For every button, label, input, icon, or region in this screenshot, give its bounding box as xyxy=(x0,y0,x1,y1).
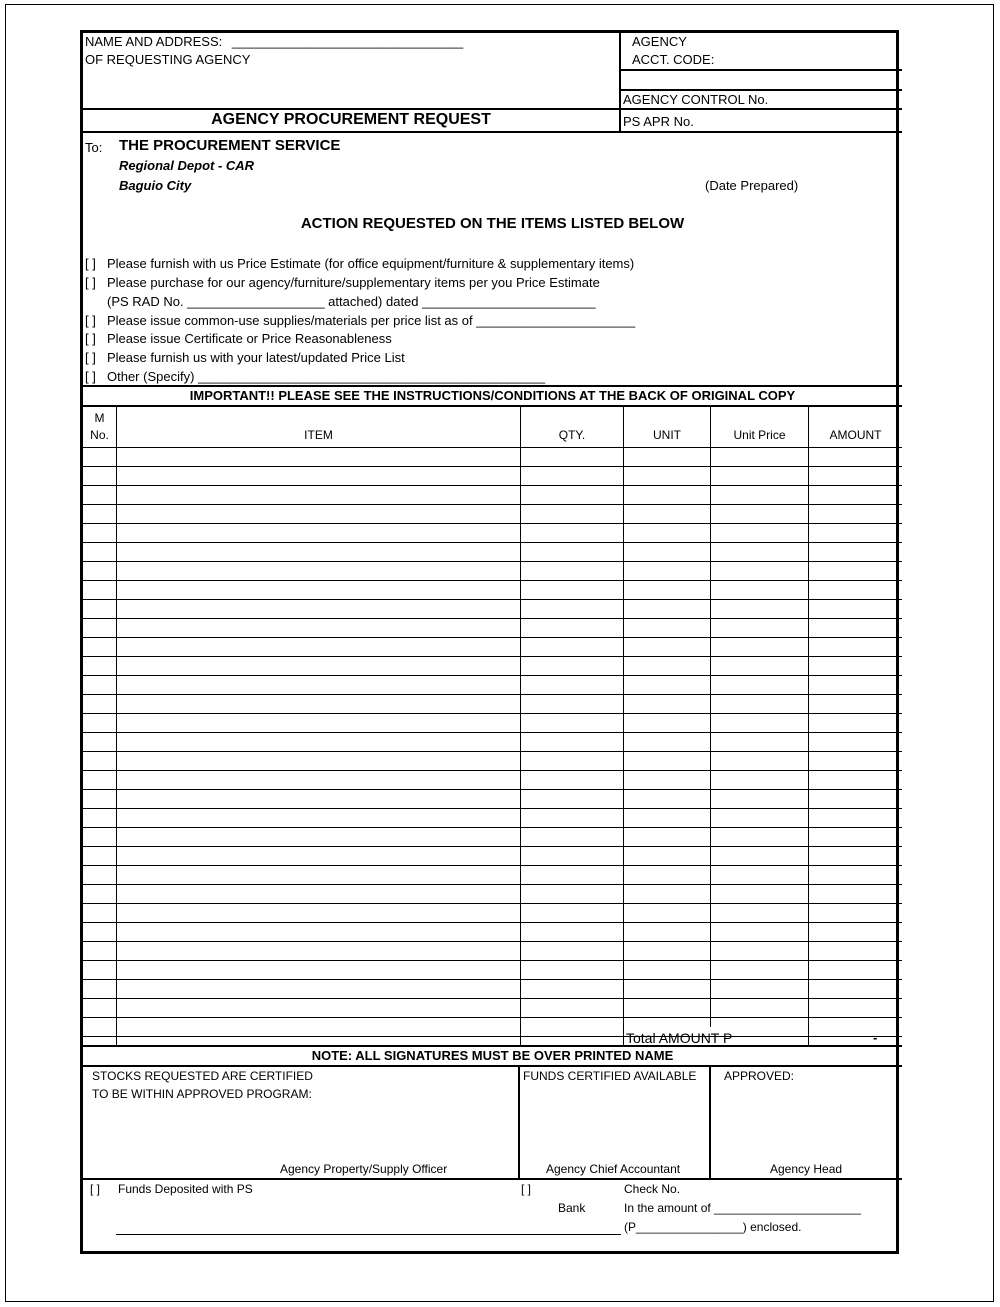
acct-code-bottom-line xyxy=(620,89,902,91)
action-item-4: Please issue Certificate or Price Reasonableness xyxy=(107,331,392,346)
action-item-1: Please furnish with us Price Estimate (for office equipment/furniture & supplementary items) xyxy=(107,256,635,271)
action-item-2-detail[interactable]: (PS RAD No. ___________________ attached) dated ________________________ xyxy=(107,294,596,309)
chief-accountant-label: Agency Chief Accountant xyxy=(546,1162,681,1176)
acct-code-label: ACCT. CODE: xyxy=(632,52,715,67)
stocks-certified-1: STOCKS REQUESTED ARE CERTIFIED xyxy=(92,1069,313,1083)
table-row[interactable] xyxy=(83,562,902,580)
col-item: ITEM xyxy=(304,428,333,442)
table-row[interactable] xyxy=(83,1018,902,1036)
table-row[interactable] xyxy=(83,885,902,903)
property-officer-label: Agency Property/Supply Officer xyxy=(280,1162,448,1176)
recipient-name: THE PROCUREMENT SERVICE xyxy=(119,137,341,154)
important-notice: IMPORTANT!! PLEASE SEE THE INSTRUCTIONS/CONDITIONS AT THE BACK OF ORIGINAL COPY xyxy=(189,388,796,403)
items-table xyxy=(83,407,902,1045)
table-row[interactable] xyxy=(83,980,902,998)
table-row[interactable] xyxy=(83,619,902,637)
sig-note-top-line xyxy=(83,1045,902,1047)
col-unit: UNIT xyxy=(653,428,681,442)
table-row[interactable] xyxy=(83,714,902,732)
action-checkbox-6[interactable]: [ ] xyxy=(85,369,96,384)
property-officer-signature-field[interactable] xyxy=(233,1108,493,1158)
table-row[interactable] xyxy=(83,505,902,523)
col-item-no-top: M xyxy=(94,411,105,425)
amount-of-field[interactable]: In the amount of ______________________ xyxy=(624,1201,861,1215)
table-row[interactable] xyxy=(83,942,902,960)
table-row[interactable] xyxy=(83,771,902,789)
check-no-label[interactable]: Check No. xyxy=(624,1182,681,1196)
funds-deposited-checkbox[interactable]: [ ] xyxy=(90,1182,101,1196)
total-amount-value[interactable]: - xyxy=(873,1030,878,1045)
bank-label: Bank xyxy=(558,1201,586,1215)
to-label: To: xyxy=(85,140,103,155)
action-item-2: Please purchase for our agency/furniture/supplementary items per you Price Estimate xyxy=(107,275,600,290)
col-item-no: No. xyxy=(90,428,109,442)
table-row[interactable] xyxy=(83,448,902,466)
table-row[interactable] xyxy=(83,923,902,941)
form-title: AGENCY PROCUREMENT REQUEST xyxy=(211,111,491,128)
action-checkbox-3[interactable]: [ ] xyxy=(85,313,96,328)
table-row[interactable] xyxy=(83,467,902,485)
title-top-line xyxy=(83,108,902,110)
table-row[interactable] xyxy=(83,999,902,1017)
action-item-5: Please furnish us with your latest/updated Price List xyxy=(107,350,405,365)
table-row[interactable] xyxy=(83,961,902,979)
table-row[interactable] xyxy=(83,828,902,846)
footer-top-line xyxy=(83,1178,902,1180)
recipient-city: Baguio City xyxy=(119,178,192,193)
table-row[interactable] xyxy=(83,809,902,827)
signature-note: NOTE: ALL SIGNATURES MUST BE OVER PRINTED NAME xyxy=(311,1048,674,1063)
name-address-text: NAME AND ADDRESS: xyxy=(85,34,223,49)
action-heading: ACTION REQUESTED ON THE ITEMS LISTED BELOW xyxy=(300,215,685,232)
action-checkbox-1[interactable]: [ ] xyxy=(85,256,96,271)
recipient-depot: Regional Depot - CAR xyxy=(119,158,255,173)
action-checkbox-5[interactable]: [ ] xyxy=(85,350,96,365)
table-row[interactable] xyxy=(83,733,902,751)
bank-checkbox[interactable]: [ ] xyxy=(521,1182,532,1196)
enclosed-field[interactable]: (P________________) enclosed. xyxy=(624,1220,802,1234)
action-checkbox-4[interactable]: [ ] xyxy=(85,331,96,346)
deposit-signature-line[interactable] xyxy=(116,1234,621,1235)
col-unit-price: Unit Price xyxy=(733,428,786,442)
table-row[interactable] xyxy=(83,790,902,808)
name-address-label xyxy=(85,34,463,49)
table-row[interactable] xyxy=(83,581,902,599)
notice-top-line xyxy=(83,385,902,387)
table-row[interactable] xyxy=(83,752,902,770)
stocks-certified-2: TO BE WITHIN APPROVED PROGRAM: xyxy=(92,1087,312,1101)
action-item-3: Please issue common-use supplies/materials per price list as of ______________________ xyxy=(107,313,636,328)
agency-head-label: Agency Head xyxy=(770,1162,843,1176)
total-amount-label: Total AMOUNT P xyxy=(626,1030,733,1046)
chief-accountant-signature-field[interactable] xyxy=(523,1108,703,1158)
funds-certified-label: FUNDS CERTIFIED AVAILABLE xyxy=(523,1069,697,1083)
sig-note-bottom-line xyxy=(83,1065,902,1067)
sig-divider-2 xyxy=(709,1066,711,1178)
table-row[interactable] xyxy=(83,904,902,922)
table-row[interactable] xyxy=(83,600,902,618)
table-row[interactable] xyxy=(83,866,902,884)
agency-label: AGENCY xyxy=(632,34,687,49)
col-qty: QTY. xyxy=(558,428,586,442)
name-address-blank[interactable]: ________________________________ xyxy=(231,34,464,49)
acct-code-field[interactable] xyxy=(621,71,901,89)
agency-head-signature-field[interactable] xyxy=(715,1108,895,1158)
ps-apr-label: PS APR No. xyxy=(623,114,694,129)
col-amount: AMOUNT xyxy=(829,428,882,442)
date-prepared[interactable]: (Date Prepared) xyxy=(705,178,799,193)
table-row[interactable] xyxy=(83,695,902,713)
table-row[interactable] xyxy=(83,486,902,504)
action-checkbox-2[interactable]: [ ] xyxy=(85,275,96,290)
funds-deposited-label: Funds Deposited with PS xyxy=(118,1182,253,1196)
table-row-line xyxy=(83,1036,902,1037)
title-bottom-line xyxy=(83,131,902,133)
table-row[interactable] xyxy=(83,638,902,656)
approved-label: APPROVED: xyxy=(724,1069,795,1083)
procurement-request-form xyxy=(80,30,899,1254)
requesting-agency-label: OF REQUESTING AGENCY xyxy=(85,52,251,67)
table-row[interactable] xyxy=(83,657,902,675)
sig-divider-1 xyxy=(518,1066,520,1178)
table-row[interactable] xyxy=(83,524,902,542)
action-item-6[interactable]: Other (Specify) ________________________________________________ xyxy=(107,369,546,384)
table-row[interactable] xyxy=(83,847,902,865)
agency-control-label: AGENCY CONTROL No. xyxy=(623,92,769,107)
table-row[interactable] xyxy=(83,676,902,694)
table-row[interactable] xyxy=(83,543,902,561)
